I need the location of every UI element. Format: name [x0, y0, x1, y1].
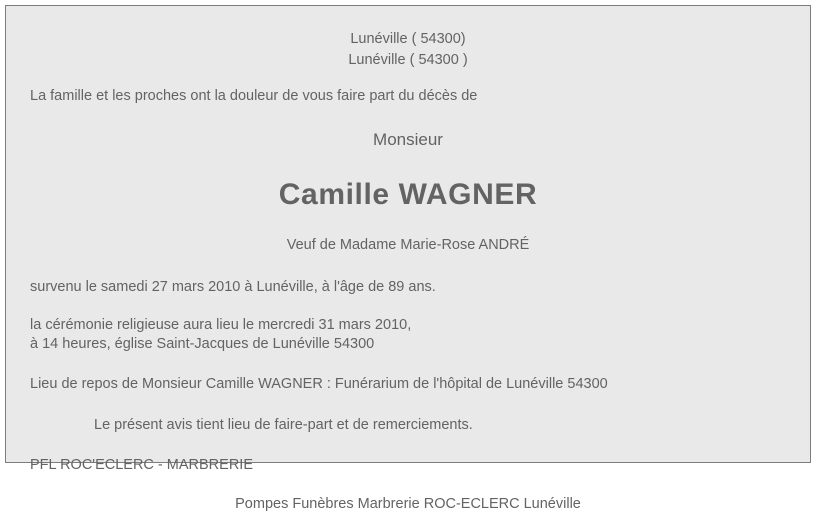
- announcement-intro: La famille et les proches ont la douleur de vous faire part du décès de: [30, 88, 478, 105]
- funeral-home-name: Pompes Funèbres Marbrerie ROC-ECLERC Lunéville: [235, 495, 581, 512]
- ceremony-location: à 14 heures, église Saint-Jacques de Lunéville 54300: [30, 336, 375, 353]
- company-name: PFL ROC'ECLERC - MARBRERIE: [30, 457, 253, 474]
- spouse-relation: Veuf de Madame Marie-Rose ANDRÉ: [286, 236, 530, 253]
- resting-place: Lieu de repos de Monsieur Camille WAGNER : Funérarium de l'hôpital de Lunéville 54300: [30, 375, 608, 392]
- honorific-title: Monsieur: [373, 129, 443, 149]
- death-notice-card: [5, 5, 811, 512]
- ceremony-date: la cérémonie religieuse aura lieu le mercredi 31 mars 2010,: [30, 316, 412, 333]
- thanks-statement: Le présent avis tient lieu de faire-part et de remerciements.: [94, 416, 473, 433]
- city-line-secondary: Lunéville ( 54300 ): [348, 51, 468, 68]
- deceased-name: Camille WAGNER: [278, 178, 538, 212]
- city-line-primary: Lunéville ( 54300): [350, 31, 466, 47]
- death-details: survenu le samedi 27 mars 2010 à Lunéville, à l'âge de 89 ans.: [30, 279, 436, 296]
